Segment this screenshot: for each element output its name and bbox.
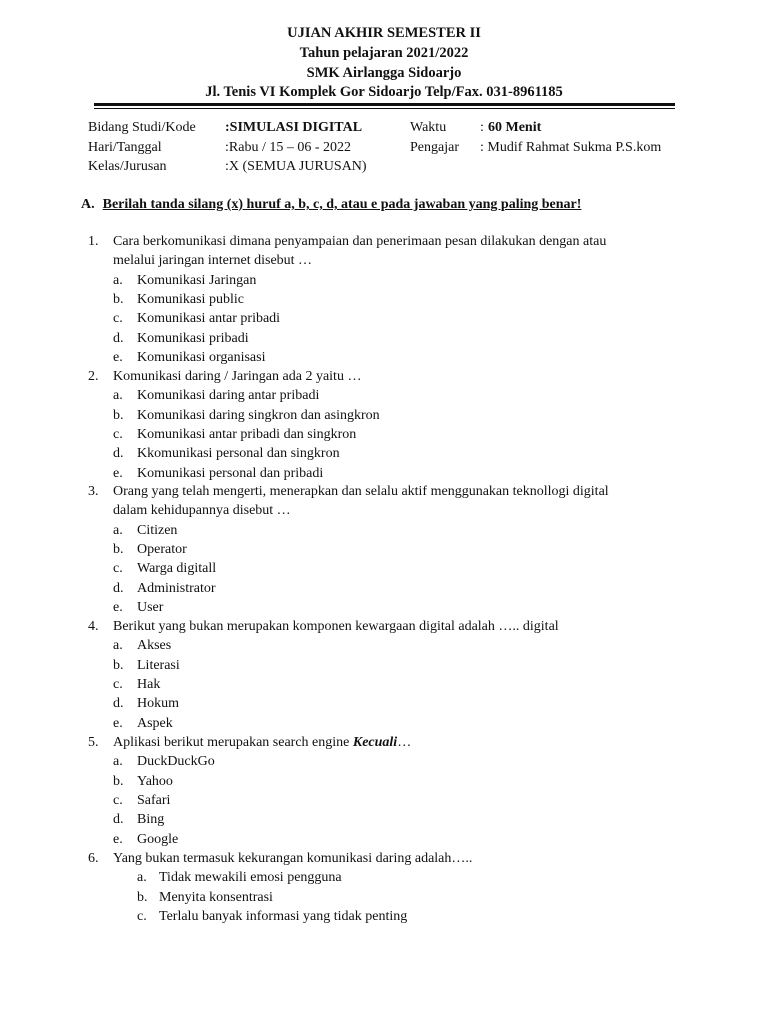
option-text: Aspek [137,715,173,731]
option-text: Bing [137,812,165,828]
option-text: Hokum [137,696,179,712]
date-value: :Rabu / 15 – 06 - 2022 [225,140,351,155]
question-number: 5. [88,735,99,750]
option-letter: b. [113,541,124,557]
option-letter: a. [137,870,147,886]
option-letter: a. [113,388,123,404]
class-value: :X (SEMUA JURUSAN) [225,159,367,174]
option-text: Terlalu banyak informasi yang tidak penting [159,908,408,924]
option-letter: d. [113,580,124,596]
option-text: Operator [137,541,187,557]
option-letter: c. [137,908,147,924]
option-letter: e. [113,465,123,481]
option-text: Kkomunikasi personal dan singkron [137,446,340,462]
question-text-part: Aplikasi berikut merupakan search engine [113,735,353,750]
question-number: 3. [88,484,99,499]
question-text: Yang bukan termasuk kekurangan komunikasi daring adalah….. [113,851,473,866]
question-text: dalam kehidupannya disebut … [113,503,291,519]
option-letter: d. [113,330,124,346]
option-letter: c. [113,676,123,692]
option-text: Komunikasi organisasi [137,349,266,365]
option-letter: b. [113,291,124,307]
option-letter: b. [137,889,148,905]
question-number: 4. [88,619,99,634]
option-text: Akses [137,638,172,654]
option-letter: e. [113,831,123,847]
option-letter: a. [113,638,123,654]
school-address: Jl. Tenis VI Komplek Gor Sidoarjo Telp/Fax. 031-8961185 [205,84,563,100]
option-letter: c. [113,311,123,327]
option-letter: d. [113,446,124,462]
option-text: Safari [137,792,171,808]
question-number: 6. [88,851,99,866]
option-letter: e. [113,715,123,731]
class-label: Kelas/Jurusan [88,159,167,174]
academic-year: Tahun pelajaran 2021/2022 [299,45,469,61]
option-letter: c. [113,792,123,808]
time-value: 60 Menit [488,120,542,135]
option-letter: d. [113,812,124,828]
teacher-label: Pengajar [410,140,459,155]
school-name: SMK Airlangga Sidoarjo [306,65,462,81]
header-divider-thick [94,103,675,106]
option-letter: b. [113,773,124,789]
option-text: Komunikasi public [137,291,244,307]
option-text: Tidak mewakili emosi pengguna [159,870,342,886]
option-letter: e. [113,349,123,365]
option-text: Yahoo [137,773,173,789]
option-letter: a. [113,754,123,770]
option-letter: b. [113,657,124,673]
question-text [113,733,411,752]
option-text: Google [137,831,179,847]
option-text: Komunikasi pribadi [137,330,249,346]
option-letter: e. [113,599,123,615]
section-letter: A. [81,197,95,212]
question-number: 2. [88,369,99,384]
section-instruction: Berilah tanda silang (x) huruf a, b, c, d, atau e pada jawaban yang paling benar! [102,197,582,212]
option-letter: c. [113,561,123,577]
option-text: Menyita konsentrasi [159,889,273,905]
option-text: Administrator [137,580,216,596]
option-letter: c. [113,426,123,442]
question-text-part: … [397,735,412,750]
option-text: Komunikasi antar pribadi [137,311,281,327]
option-text: Literasi [137,657,180,673]
option-text: Komunikasi antar pribadi dan singkron [137,426,357,442]
question-text: Cara berkomunikasi dimana penyampaian dan penerimaan pesan dilakukan dengan atau [113,234,607,249]
option-text: Hak [137,676,161,692]
option-text: Komunikasi daring antar pribadi [137,388,320,404]
option-text: User [137,599,164,615]
subject-label: Bidang Studi/Kode [88,120,196,135]
option-letter: a. [113,522,123,538]
time-colon: : [480,120,484,135]
option-text: Komunikasi Jaringan [137,272,257,288]
exam-title: UJIAN AKHIR SEMESTER II [287,25,481,41]
teacher-value: : Mudif Rahmat Sukma P.S.kom [480,140,662,155]
question-emphasis: Kecuali [352,735,398,750]
question-text: Komunikasi daring / Jaringan ada 2 yaitu … [113,369,362,384]
option-text: Citizen [137,522,178,538]
question-text: melalui jaringan internet disebut … [113,253,313,268]
option-letter: b. [113,407,124,423]
option-text: DuckDuckGo [137,754,215,770]
question-text: Berikut yang bukan merupakan komponen kewargaan digital adalah ….. digital [113,619,559,634]
option-text: Warga digitall [137,561,217,577]
option-letter: a. [113,272,123,288]
time-label: Waktu [410,120,447,135]
option-text: Komunikasi daring singkron dan asingkron [137,407,380,423]
question-number: 1. [88,234,99,249]
subject-value: :SIMULASI DIGITAL [225,120,363,135]
option-text: Komunikasi personal dan pribadi [137,465,324,481]
header-divider-thin [94,108,675,109]
section-heading [81,197,581,213]
question-text: Orang yang telah mengerti, menerapkan dan selalu aktif menggunakan teknollogi digital [113,484,609,499]
date-label: Hari/Tanggal [88,140,162,155]
option-letter: d. [113,696,124,712]
